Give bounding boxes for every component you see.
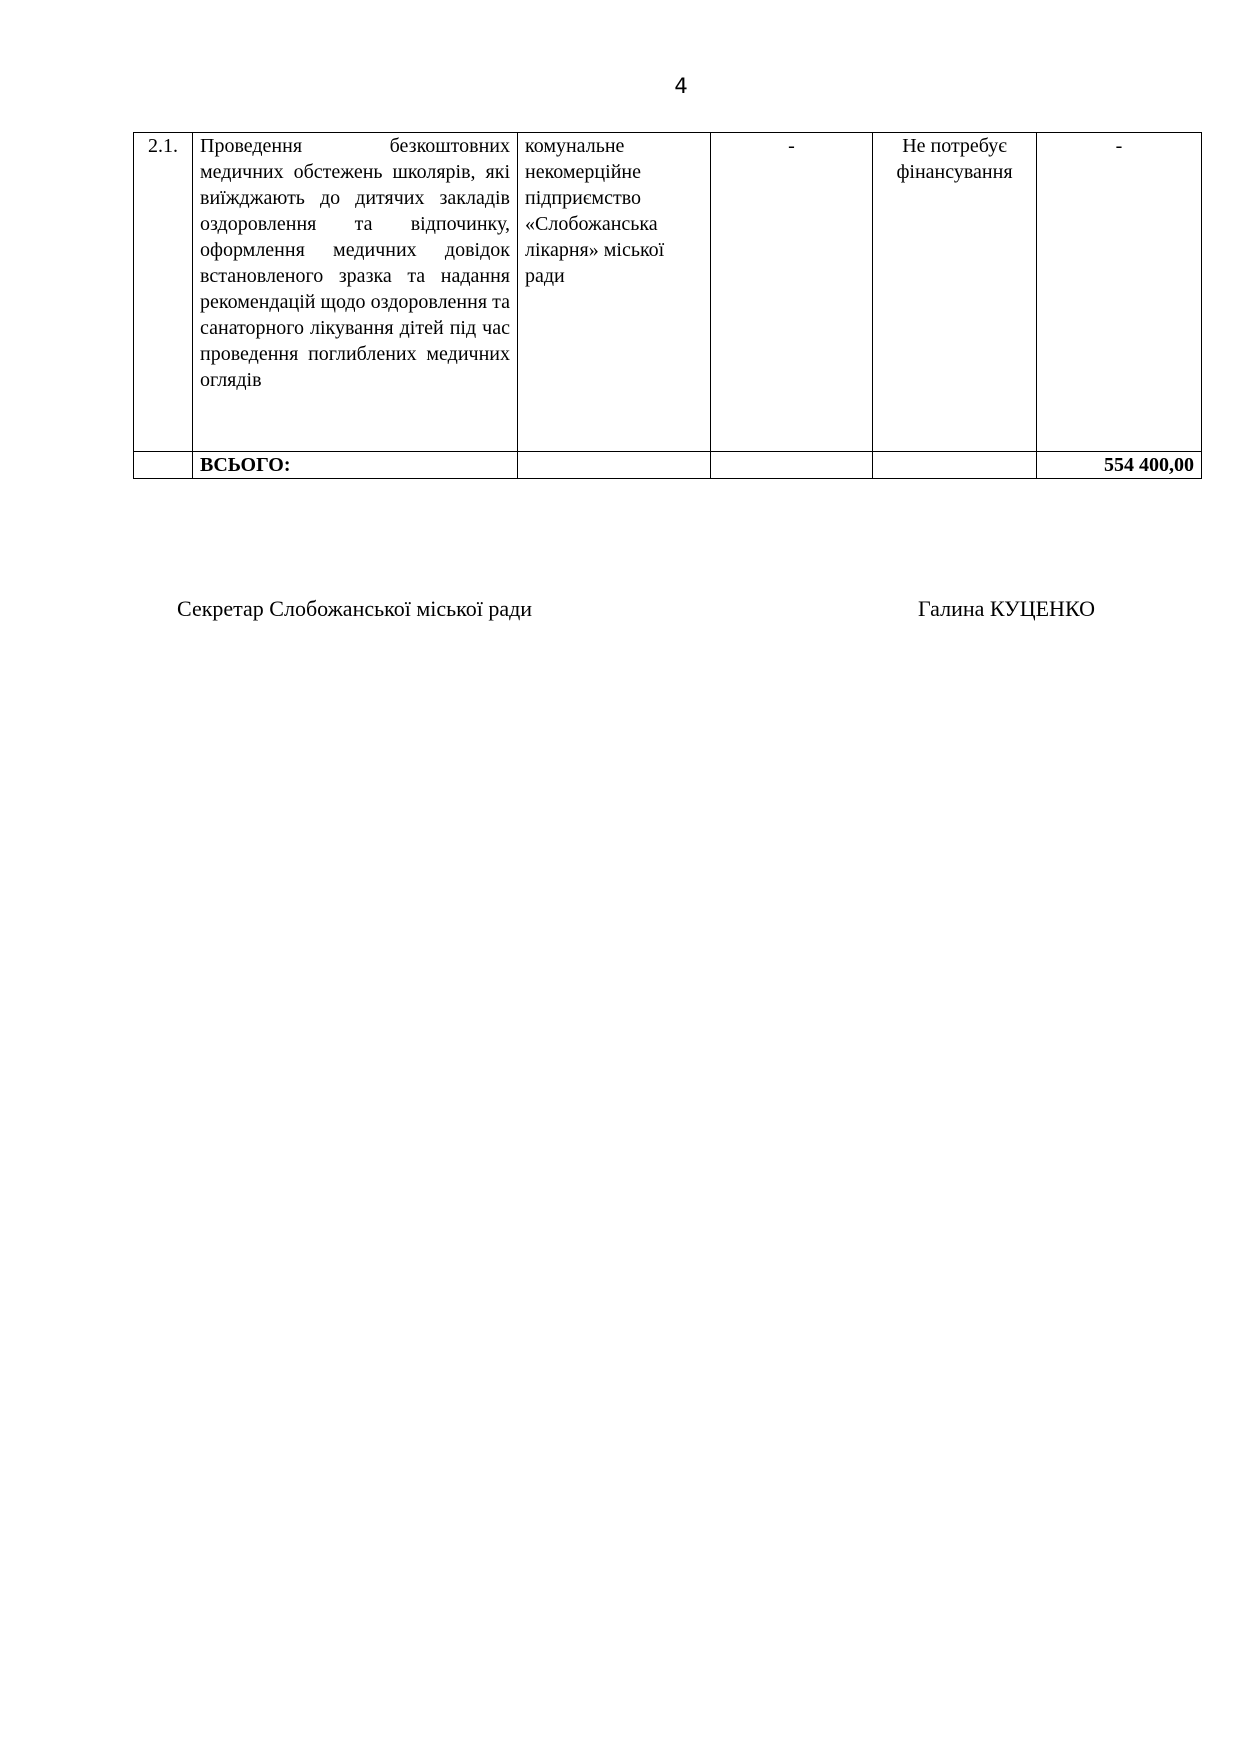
total-row	[134, 452, 1202, 479]
page-number: 4	[674, 74, 688, 98]
total-label: ВСЬОГО:	[193, 452, 518, 479]
total-empty-cell	[134, 452, 193, 479]
total-empty-cell	[518, 452, 711, 479]
signature-title: Секретар Слобожанської міської ради	[177, 596, 533, 621]
measure-description: Проведення безкоштовних медичних обстежень школярів, які виїжджають до дитячих закладів оздоровлення та відпочинку, оформлення медичних довідок встановленого зразка та надання рекомендацій щодо оздоровлення та санаторного лікування дітей під час проведення поглиблених медичних оглядів	[193, 133, 518, 452]
total-empty-cell	[873, 452, 1037, 479]
amount-cell: -	[1037, 133, 1202, 452]
total-amount: 554 400,00	[1037, 452, 1202, 479]
dash-cell: -	[711, 133, 873, 452]
financing-source-cell: Не потребує фінансування	[873, 133, 1037, 452]
table-row	[134, 133, 1202, 452]
total-empty-cell	[711, 452, 873, 479]
row-number: 2.1.	[134, 133, 193, 452]
signature-name: Галина КУЦЕНКО	[918, 596, 1095, 621]
executor-cell: комунальне некомерційне підприємство «Слобожанська лікарня» міської ради	[518, 133, 711, 452]
program-measures-table	[133, 132, 1202, 479]
